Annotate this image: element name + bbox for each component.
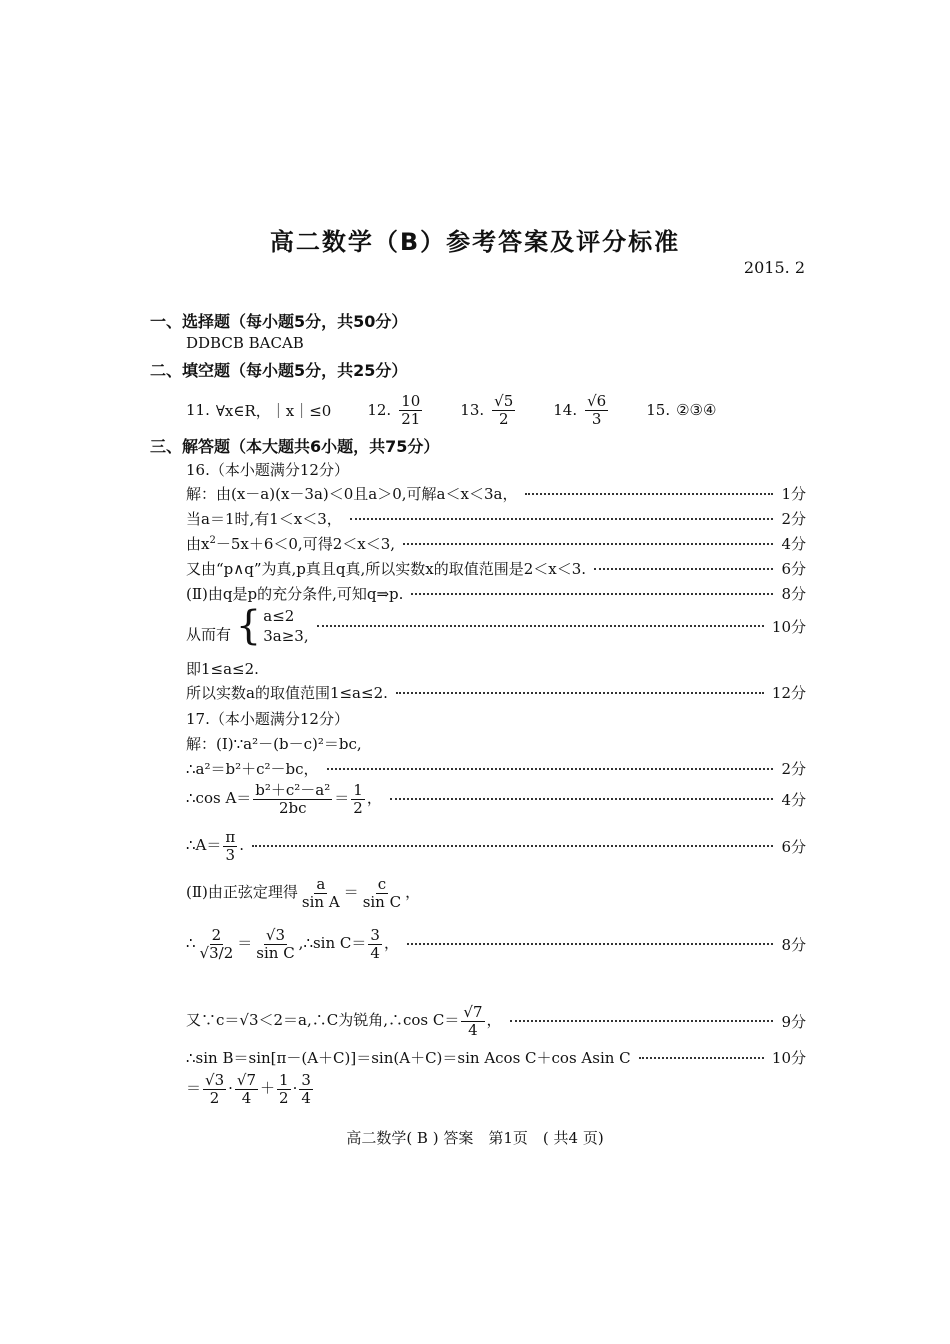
step-line: ＝ $\frac{√3}{2}$ · $\frac{√7}{4}$ ＋ $\frac{1}{2}$ · $\frac{3}{4}$ [186, 1071, 311, 1107]
system-of-inequalities: { a≤2 3a≥3, [235, 603, 309, 650]
step-row: 当a＝1时,有1＜x＜3， 2分 [186, 510, 806, 528]
fraction: $\frac{1}{2}$ [279, 1071, 289, 1107]
score: 6分 [781, 837, 806, 856]
fraction: $\frac{1}{2}$ [353, 781, 363, 817]
fraction: $\frac{√7}{4}$ [236, 1071, 257, 1107]
q14: 14. $\frac{√6}{3}$ [553, 392, 607, 428]
score: 4分 [781, 535, 806, 553]
score: 12分 [771, 684, 806, 702]
leader-dots [639, 1057, 764, 1059]
score: 8分 [781, 585, 806, 603]
leader-dots [252, 845, 773, 847]
score: 2分 [781, 510, 806, 528]
score: 4分 [781, 790, 806, 809]
step-row: ∴ $\frac{2}{√3/2}$ ＝ $\frac{√3}{\text{sin C}}$ ,∴sin C＝ $\frac{3}{4}$ ， 8分 [186, 926, 806, 962]
leader-dots [510, 1020, 774, 1022]
fraction: $\frac{√3}{2}$ [205, 1071, 225, 1107]
step-row: 又由“p∧q”为真,p真且q真,所以实数x的取值范围是2＜x＜3. 6分 [186, 560, 806, 578]
step-line: 解：(Ⅰ)∵a²－(b－c)²＝bc, [186, 735, 362, 753]
section-1-title: 一、选择题（每小题5分，共50分） [150, 312, 408, 331]
fraction: $\frac{\pi}{3}$ [225, 828, 236, 864]
step-row: ∴A＝ $\frac{\pi}{3}$ . 6分 [186, 828, 806, 864]
leader-dots [594, 568, 773, 570]
leader-dots [390, 798, 774, 800]
fraction: $\frac{3}{4}$ [370, 926, 380, 962]
score: 10分 [771, 617, 806, 636]
fraction: $\frac{a}{\text{sin A}}$ [301, 875, 340, 911]
score: 2分 [781, 760, 806, 778]
step-row: ∴sin B＝sin[π－(A＋C)]＝sin(A＋C)＝sin Acos C＋cos Asin C 10分 [186, 1049, 806, 1067]
score: 10分 [771, 1049, 806, 1067]
fill-blank-answers [186, 393, 746, 427]
page-footer: 高二数学( B ) 答案 第1页 ( 共4 页) [346, 1129, 604, 1147]
leader-dots [350, 518, 774, 520]
step-row: 所以实数a的取值范围1≤a≤2. 12分 [186, 684, 806, 702]
fraction: $\frac{2}{√3/2}$ [199, 926, 234, 962]
step-row: 又∵c＝√3＜2＝a,∴C为锐角,∴cos C＝ $\frac{√7}{4}$ ， 9分 [186, 1003, 806, 1039]
step-row: ∴a²＝b²＋c²－bc， 2分 [186, 760, 806, 778]
score: 6分 [781, 560, 806, 578]
section-2-title: 二、填空题（每小题5分，共25分） [150, 361, 408, 380]
exam-date: 2015. 2 [743, 258, 805, 277]
score: 8分 [781, 935, 806, 954]
score: 1分 [781, 485, 806, 503]
leader-dots [411, 593, 773, 595]
score: 9分 [781, 1012, 806, 1031]
q12: 12. $\frac{10}{21}$ [367, 392, 421, 428]
step-row: ∴cos A＝ $\frac{\text{b²＋c²－a²}}{2bc}$ ＝ $\frac{1}{2}$ ， 4分 [186, 781, 806, 817]
page-title: 高二数学（B）参考答案及评分标准 [269, 228, 681, 256]
fraction: $\frac{√6}{3}$ [587, 392, 607, 428]
leader-dots [525, 493, 773, 495]
step-row: (Ⅱ)由q是p的充分条件,可知q⇒p. 8分 [186, 585, 806, 603]
fraction: $\frac{10}{21}$ [401, 392, 421, 428]
leader-dots [327, 768, 774, 770]
section-1-answers: DDBCB BACAB [186, 334, 304, 352]
q11: 11. ∀x∈R，｜x｜≤0 [186, 401, 332, 420]
fraction: $\frac{3}{4}$ [301, 1071, 311, 1107]
problem-16-heading: 16.（本小题满分12分） [186, 461, 349, 479]
fraction: $\frac{\text{b²＋c²－a²}}{2bc}$ [255, 781, 331, 817]
fraction: $\frac{√7}{4}$ [463, 1003, 483, 1039]
leader-dots [407, 943, 774, 945]
section-3-title: 三、解答题（本大题共6小题，共75分） [150, 437, 440, 456]
fraction: $\frac{√3}{\text{sin C}}$ [256, 926, 295, 962]
fraction: $\frac{√5}{2}$ [494, 392, 514, 428]
q13: 13. $\frac{√5}{2}$ [460, 392, 514, 428]
leader-dots [403, 543, 773, 545]
leader-dots [317, 625, 764, 627]
step-line: 即1≤a≤2. [186, 660, 259, 678]
problem-17-heading: 17.（本小题满分12分） [186, 710, 349, 728]
step-row: 从而有 { a≤2 3a≥3, 10分 [186, 603, 806, 650]
q15: 15. ②③④ [646, 401, 717, 419]
step-row: 解：由(x－a)(x－3a)＜0且a＞0,可解a＜x＜3a， 1分 [186, 485, 806, 503]
step-row: 由$x^2-5x+6<0$,可得2＜x＜3, 4分 [186, 535, 806, 553]
fraction: $\frac{c}{\text{sin C}}$ [362, 875, 402, 911]
step-line: (Ⅱ)由正弦定理得 $\frac{a}{\text{sin A}}$ ＝ $\frac{c}{\text{sin C}}$ ， [186, 875, 421, 911]
leader-dots [396, 692, 764, 694]
